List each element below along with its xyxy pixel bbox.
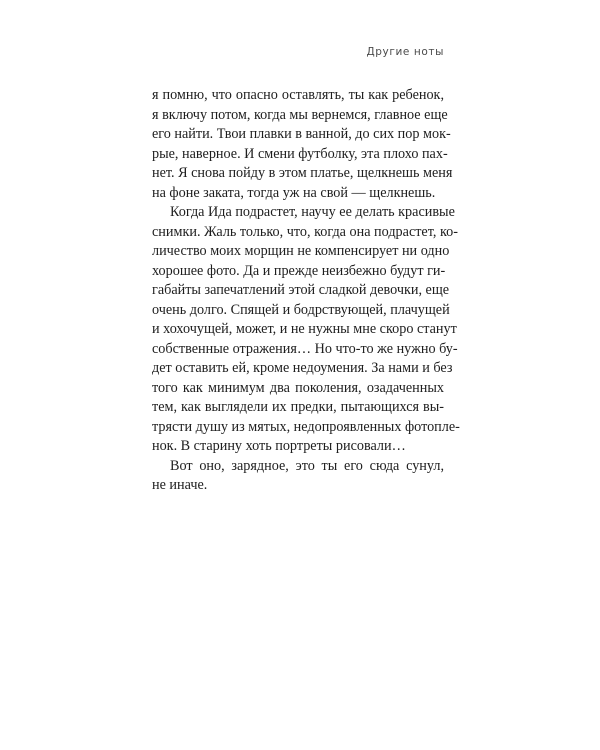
text-line: его найти. Твои плавки в ванной, до сих пор мок- (152, 126, 451, 142)
paragraph (152, 457, 444, 496)
text-line: и хохочущей, может, и не нужны мне скоро станут (152, 321, 457, 337)
text-line: я помню, что опасно оставлять, ты как ребенок, (152, 87, 444, 103)
text-line: дет оставить ей, кроме недоумения. За нами и без (152, 360, 453, 376)
text-line: тем, как выглядели их предки, пытающихся вы- (152, 399, 444, 415)
body-text (152, 86, 460, 496)
running-header: Другие ноты (366, 46, 444, 58)
text-line: личество моих морщин не компенсирует ни одно (152, 243, 450, 259)
text-line: того как минимум два поколения, озадаченных (152, 379, 444, 396)
text-line: снимки. Жаль только, что, когда она подрастет, ко- (152, 223, 458, 240)
text-line: нет. Я снова пойду в этом платье, щелкнешь меня (152, 165, 453, 181)
paragraph (152, 203, 460, 457)
paragraph (152, 86, 453, 203)
text-line: на фоне заката, тогда уж на свой — щелкнешь. (152, 184, 436, 201)
text-line: габайты запечатлений этой сладкой девочки, еще (152, 282, 450, 298)
text-line: не иначе. (152, 477, 208, 493)
text-line: Вот оно, зарядное, это ты его сюда сунул, (170, 457, 444, 474)
text-line: рые, наверное. И смени футболку, эта плохо пах- (152, 145, 448, 162)
text-line: я включу потом, когда мы вернемся, главное еще (152, 106, 448, 123)
text-line: нок. В старину хоть портреты рисовали… (152, 438, 406, 454)
text-line: Когда Ида подрастет, научу ее делать красивые (170, 204, 455, 220)
text-line: трясти душу из мятых, недопроявленных фотопле- (152, 418, 460, 435)
text-line: собственные отражения… Но что-то же нужно бу- (152, 340, 458, 357)
text-line: очень долго. Спящей и бодрствующей, плачущей (152, 301, 450, 318)
text-line: хорошее фото. Да и прежде неизбежно будут ги- (152, 262, 446, 279)
